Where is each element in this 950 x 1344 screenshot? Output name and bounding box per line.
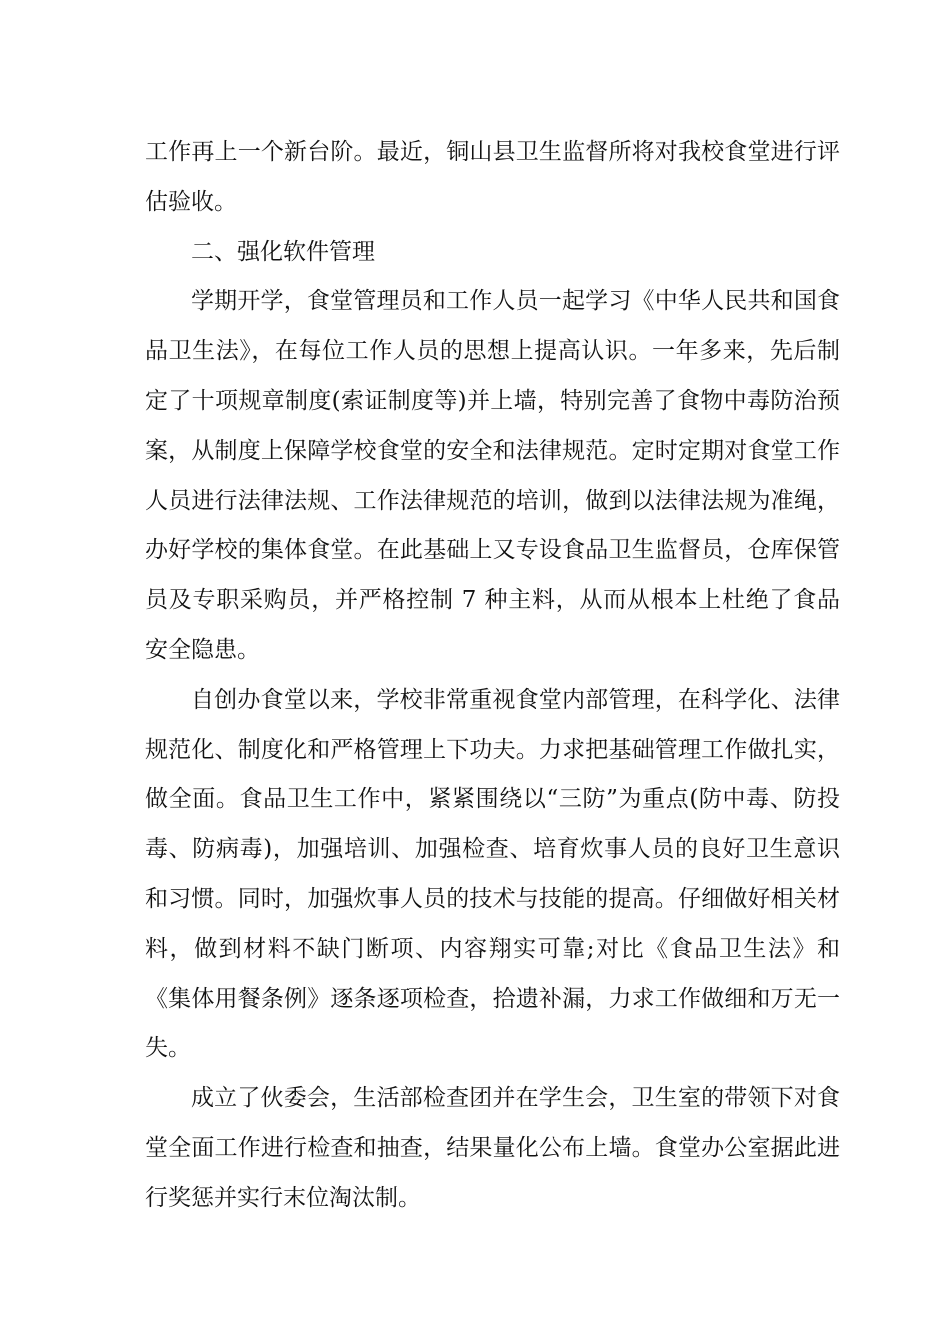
paragraph-committee: 成立了伙委会，生活部检查团并在学生会，卫生室的带领下对食堂全面工作进行检查和抽查，结果量化公布上墙。食堂办公室据此进行奖惩并实行末位淘汰制。 bbox=[145, 1085, 840, 1211]
section-heading: 二、强化软件管理 bbox=[191, 238, 375, 265]
paragraph-internal-management: 自创办食堂以来，学校非常重视食堂内部管理，在科学化、法律规范化、制度化和严格管理上下功夫。力求把基础管理工作做扎实，做全面。食品卫生工作中，紧紧围绕以“三防”为重点(防中毒、防投毒、防病毒)，加强培训、加强检查、培育炊事人员的良好卫生意识和习惯。同时，加强炊事人员的技术与技能的提高。仔细做好相关材料，做到材料不缺门断项、内容翔实可靠;对比《食品卫生法》和《集体用餐条例》逐条逐项检查，拾遗补漏，力求工作做细和万无一失。 bbox=[145, 686, 840, 1062]
paragraph-continuation: 工作再上一个新台阶。最近，铜山县卫生监督所将对我校食堂进行评估验收。 bbox=[145, 139, 840, 215]
paragraph-study-law: 学期开学，食堂管理员和工作人员一起学习《中华人民共和国食品卫生法》，在每位工作人员的思想上提高认识。一年多来，先后制定了十项规章制度(索证制度等)并上墙，特别完善了食物中毒防治预案，从制度上保障学校食堂的安全和法律规范。定时定期对食堂工作人员进行法律法规、工作法律规范的培训，做到以法律法规为准绳，办好学校的集体食堂。在此基础上又专设食品卫生监督员，仓库保管员及专职采购员，并严格控制 7 种主料，从而从根本上杜绝了食品安全隐患。 bbox=[145, 288, 840, 663]
